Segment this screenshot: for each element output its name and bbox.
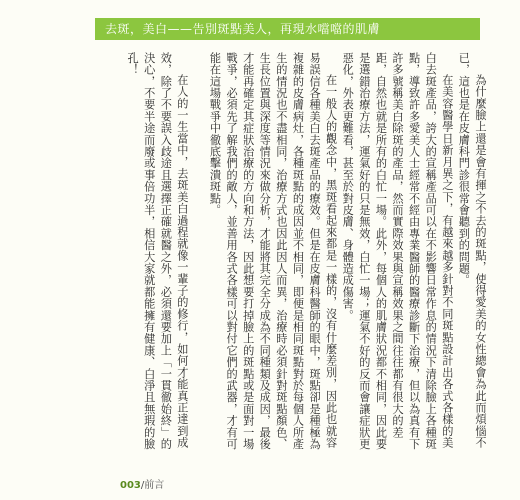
chapter-title: 去斑，美白——告別斑點美人，再現水噹噹的肌膚 bbox=[105, 22, 381, 36]
paragraph: 在美容醫學日新月異之下，有越來越多針對不同斑點設計出各式各樣的美白去斑產品，誇大的宣稱產品可以在不影響日常作息的情況下清除臉上各種斑點，導致許多愛美人士經常不經由專業醫師的醫療診斷下治療，但以為真有下許多號稱美白除斑的產品，然而實際效果與宣稱效果之間往往都有很大的差距，自然也就是所有的白忙一場。此外，每個人的肌膚狀況都不相同，因此要是選錯治療方法，運氣好的只是無效，白忙一場；運氣不好的反而會讓症狀更惡化，外表更難看，甚至於對皮膚、身體造成傷害。 bbox=[341, 52, 454, 450]
page-number: 003 bbox=[120, 480, 141, 491]
paragraph: 為什麼臉上還是會有揮之不去的斑點，使得愛美的女性總會為此而煩惱不已，這也是在皮膚科門診很常會聽到的問題。 bbox=[457, 52, 487, 449]
page-folio bbox=[120, 476, 164, 491]
section-name: /前言 bbox=[140, 480, 165, 491]
paragraph: 在一般人的觀念中，黑斑看起來都是一樣的，沒有什麼差別，因此也就容易誤信各種美白去斑產品的療效。但是在皮膚科醫師的眼中，斑點卻是種極為複雜的皮膚病灶，各種斑點的成因並不相同，即便是相同斑點對於每個人所產生的情況也不盡相同，治療方式也因此因人而異，治療時必須針對斑點顏色、生長位置與深度等情況來做分析，才能將其完全分成為不同種類及成因，最後才能再確定其症狀治療的方向和方法，因此想要打掉臉上的斑點或是面對一場戰爭，必須先了解我們的敵人，並善用各式各樣可以對付它們的武器，才有可能在這場戰爭中徹底擊潰斑點。 bbox=[208, 52, 338, 450]
paragraph: 在人的一生當中，去斑美白過程就像一輩子的修行，如何才能真正達到成效，除了不要誤入歧途且選擇正確就醫之外，必須還要加上「一貫徹始終」的決心，不要半途而廢或事倍功半，相信大家就都能擁有健康、白淨且無瑕的臉孔！ bbox=[126, 52, 189, 450]
body-text bbox=[120, 52, 488, 450]
chapter-title-bar bbox=[95, 18, 480, 40]
